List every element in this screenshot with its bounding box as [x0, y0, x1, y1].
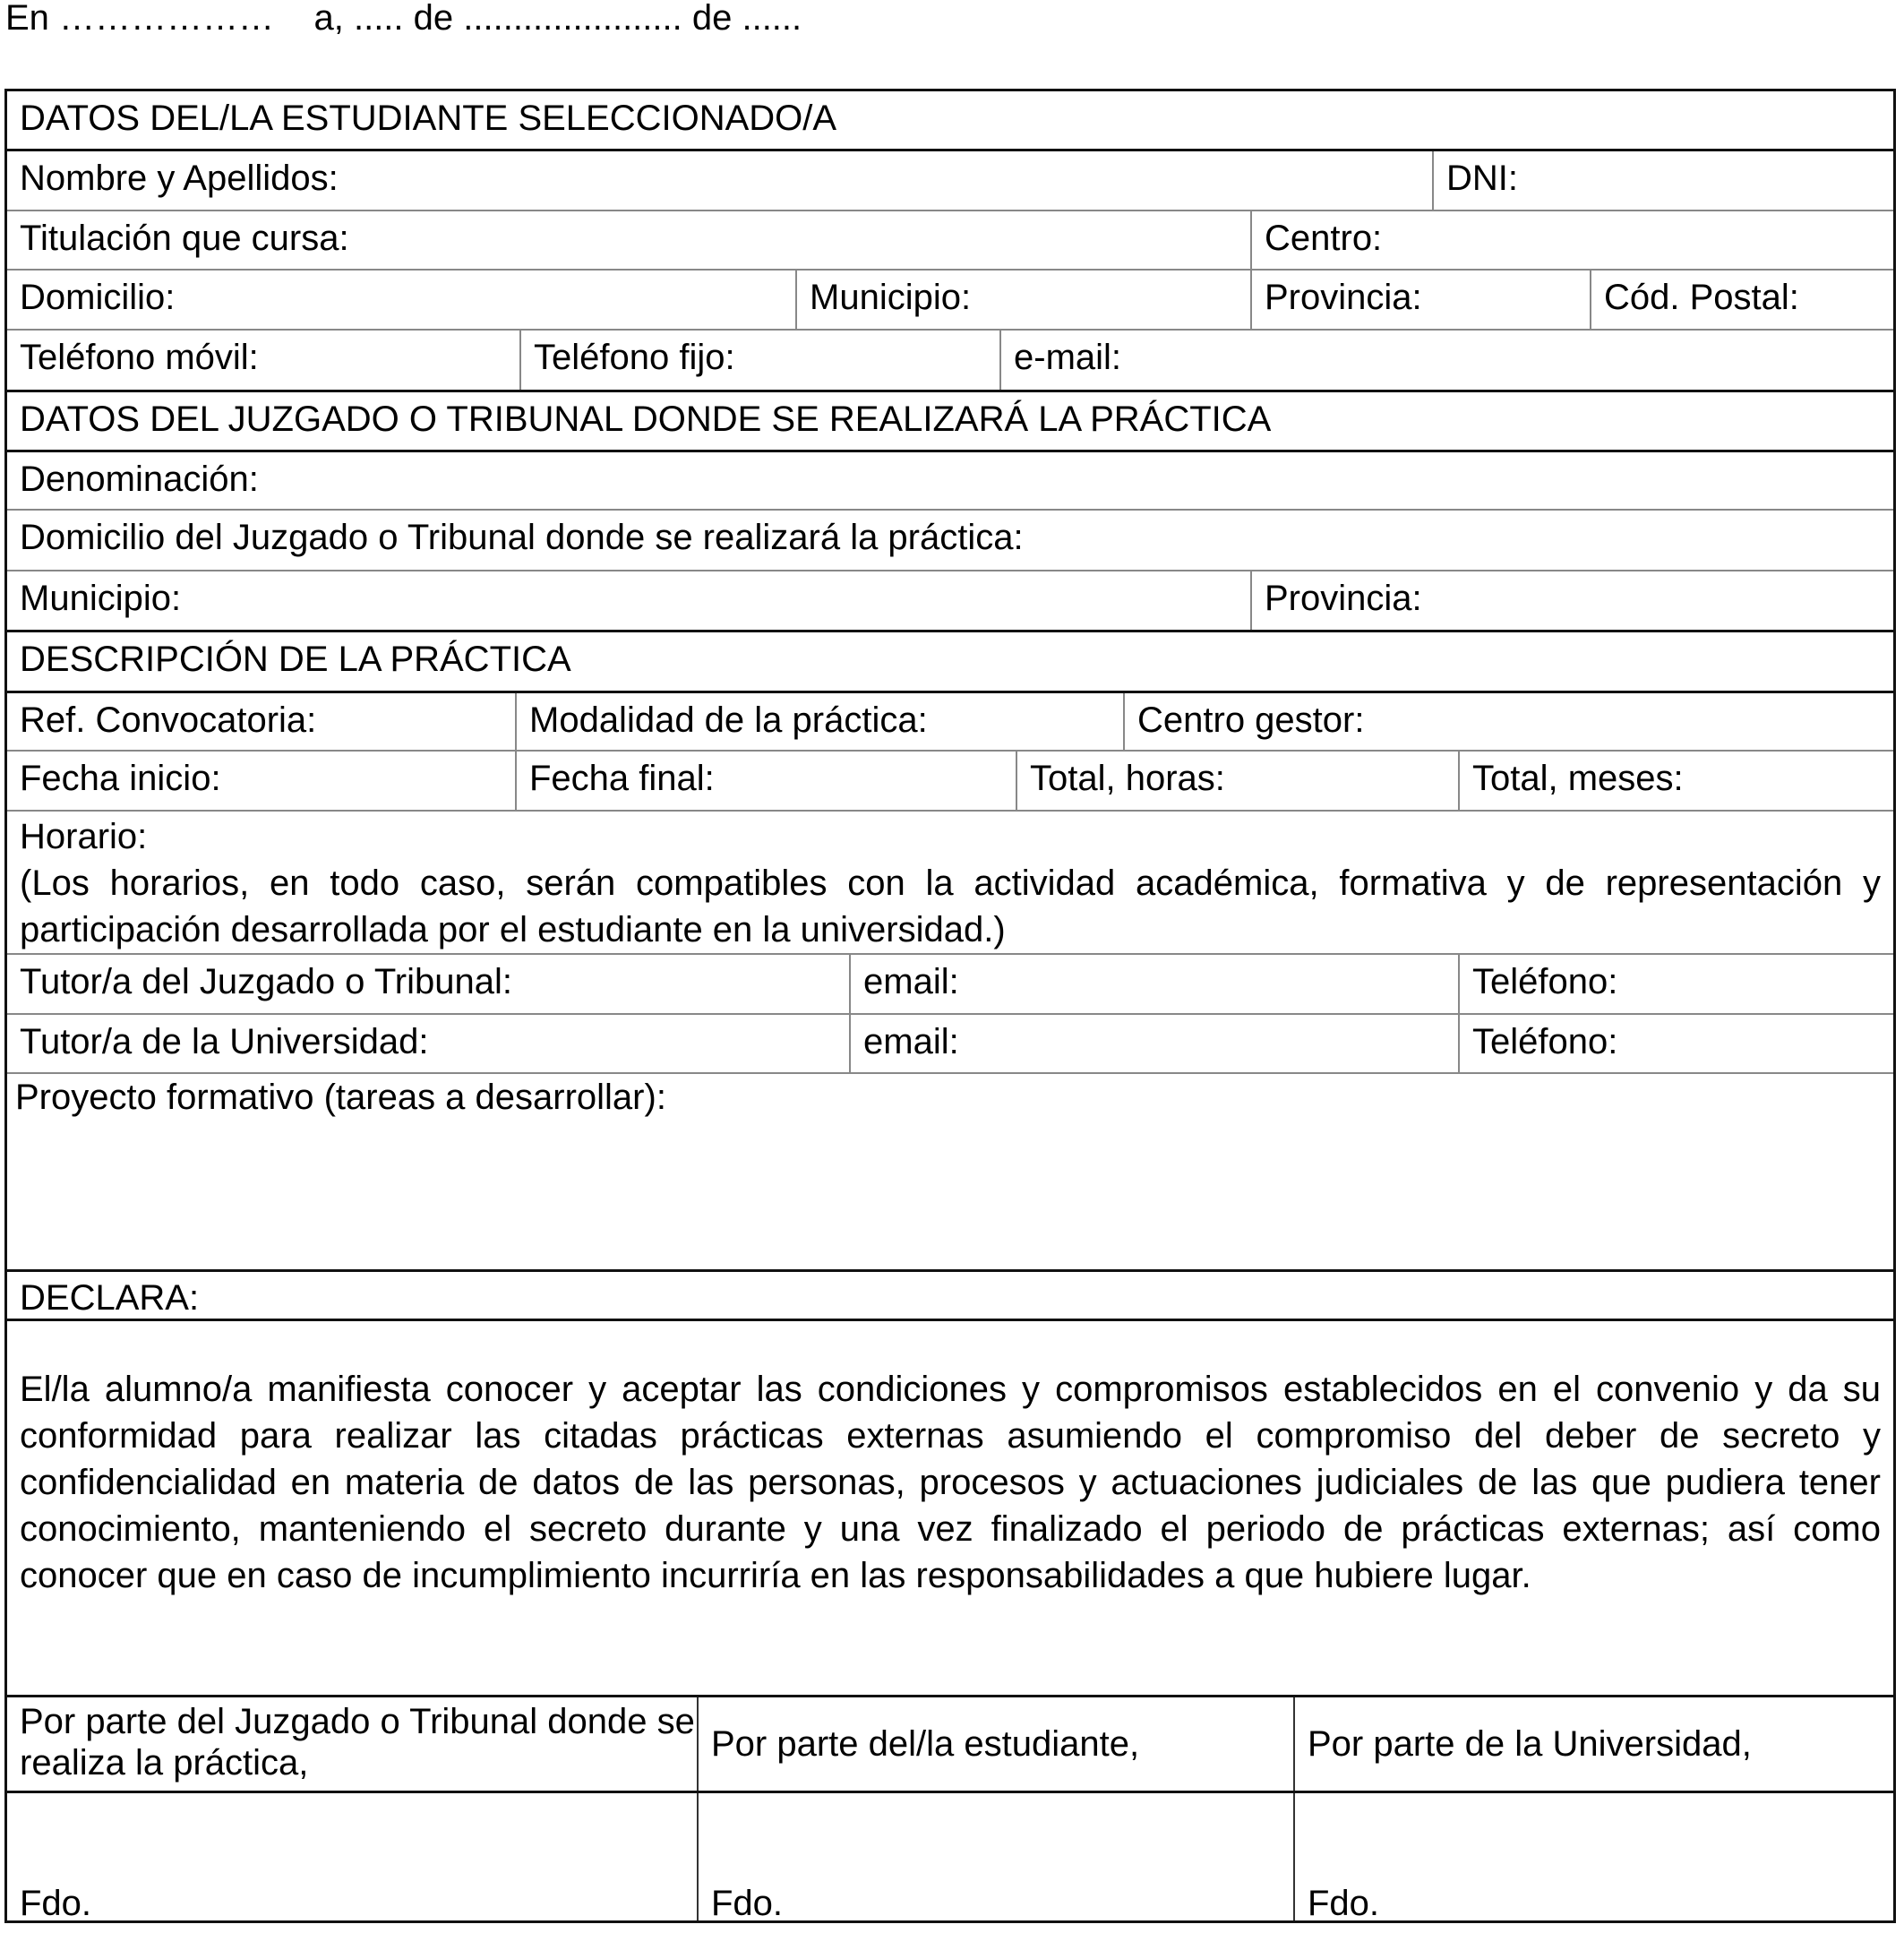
court-tutor-email-field[interactable]: email: — [849, 955, 1458, 1013]
uni-tutor-field[interactable]: Tutor/a de la Universidad: — [20, 1022, 429, 1061]
schedule-note: (Los horarios, en todo caso, serán compatibles con la actividad académica, formativa y de representación y participación desarrollada por el estudiante en la universidad.) — [20, 863, 1881, 949]
student-signature-heading: Por parte del/la estudiante, — [697, 1697, 1293, 1791]
center-field[interactable]: Centro: — [1250, 211, 1893, 269]
project-row[interactable] — [7, 1072, 1893, 1269]
court-heading: DATOS DEL JUZGADO O TRIBUNAL DONDE SE REALIZARÁ LA PRÁCTICA — [20, 399, 1272, 439]
schedule-label: Horario: — [20, 817, 148, 856]
end-date-field[interactable]: Fecha final: — [515, 752, 1016, 810]
student-signature-box[interactable] — [697, 1793, 1293, 1923]
mobile-field[interactable]: Teléfono móvil: — [20, 338, 259, 377]
university-signature-box[interactable] — [1293, 1793, 1893, 1923]
court-heading-row — [7, 390, 1893, 450]
court-address-field[interactable]: Domicilio del Juzgado o Tribunal donde se realizará la práctica: — [20, 518, 1024, 557]
court-address-row — [7, 509, 1893, 570]
court-tutor-row — [7, 953, 1893, 1013]
uni-tutor-email-field[interactable]: email: — [849, 1015, 1458, 1072]
ref-field[interactable]: Ref. Convocatoria: — [20, 700, 317, 740]
court-province-field[interactable]: Provincia: — [1250, 571, 1893, 630]
uni-tutor-row — [7, 1013, 1893, 1072]
court-tutor-field[interactable]: Tutor/a del Juzgado o Tribunal: — [20, 962, 512, 1001]
student-fdo: Fdo. — [711, 1884, 784, 1923]
court-fdo: Fdo. — [20, 1884, 92, 1923]
schedule-row — [7, 810, 1893, 953]
declaration-heading: DECLARA: — [20, 1278, 200, 1318]
court-municipality-field[interactable]: Municipio: — [20, 579, 182, 618]
modality-field[interactable]: Modalidad de la práctica: — [515, 693, 1123, 750]
court-location-row — [7, 570, 1893, 630]
total-hours-field[interactable]: Total, horas: — [1016, 752, 1458, 810]
practice-form-table — [4, 89, 1896, 1923]
ref-row — [7, 691, 1893, 750]
landline-field[interactable]: Teléfono fijo: — [519, 331, 999, 390]
project-label: Proyecto formativo (tareas a desarrollar): — [15, 1078, 666, 1117]
practice-heading: DESCRIPCIÓN DE LA PRÁCTICA — [20, 640, 571, 679]
municipality-field[interactable]: Municipio: — [795, 271, 1250, 329]
court-name-field[interactable]: Denominación: — [20, 460, 259, 499]
student-heading-row — [7, 91, 1893, 149]
court-tutor-phone-field[interactable]: Teléfono: — [1458, 955, 1893, 1013]
address-row — [7, 269, 1893, 329]
date-line: En ……………… a, ..... de ...................... de ...... — [5, 0, 802, 38]
address-field[interactable]: Domicilio: — [20, 278, 176, 317]
court-signature-box[interactable] — [7, 1793, 697, 1923]
province-field[interactable]: Provincia: — [1250, 271, 1590, 329]
postal-code-field[interactable]: Cód. Postal: — [1590, 271, 1893, 329]
dates-row — [7, 750, 1893, 810]
start-date-field[interactable]: Fecha inicio: — [20, 759, 221, 798]
uni-tutor-phone-field[interactable]: Teléfono: — [1458, 1015, 1893, 1072]
declaration-heading-row — [7, 1269, 1893, 1319]
university-fdo: Fdo. — [1308, 1884, 1380, 1923]
phone-row — [7, 329, 1893, 390]
declaration-text: El/la alumno/a manifiesta conocer y aceptar las condiciones y compromisos establecidos en el convenio y da su conformidad para realizar las citadas prácticas externas asumiendo el compromiso del deber de secreto y confidencialidad en materia de datos de las personas, procesos y actuaciones judiciales de las que pudiera tener conocimiento, manteniendo el secreto durante y una vez finalizado el periodo de prácticas externas; así como conocer que en caso de incumplimiento incurriría en las responsabilidades a que hubiere lugar. — [20, 1370, 1881, 1595]
dni-field[interactable]: DNI: — [1432, 151, 1893, 210]
name-field[interactable]: Nombre y Apellidos: — [20, 159, 339, 198]
practice-heading-row — [7, 630, 1893, 691]
name-row — [7, 149, 1893, 210]
university-signature-heading: Por parte de la Universidad, — [1293, 1697, 1893, 1791]
signature-row — [7, 1791, 1893, 1923]
email-field[interactable]: e-mail: — [999, 331, 1893, 390]
managing-center-field[interactable]: Centro gestor: — [1123, 693, 1893, 750]
total-months-field[interactable]: Total, meses: — [1458, 752, 1893, 810]
court-name-row — [7, 450, 1893, 509]
degree-row — [7, 210, 1893, 269]
degree-field[interactable]: Titulación que cursa: — [20, 219, 349, 258]
court-signature-heading: Por parte del Juzgado o Tribunal donde se realiza la práctica, — [20, 1702, 695, 1783]
declaration-row — [7, 1319, 1893, 1695]
student-heading: DATOS DEL/LA ESTUDIANTE SELECCIONADO/A — [20, 99, 837, 138]
signature-heading-row — [7, 1695, 1893, 1791]
